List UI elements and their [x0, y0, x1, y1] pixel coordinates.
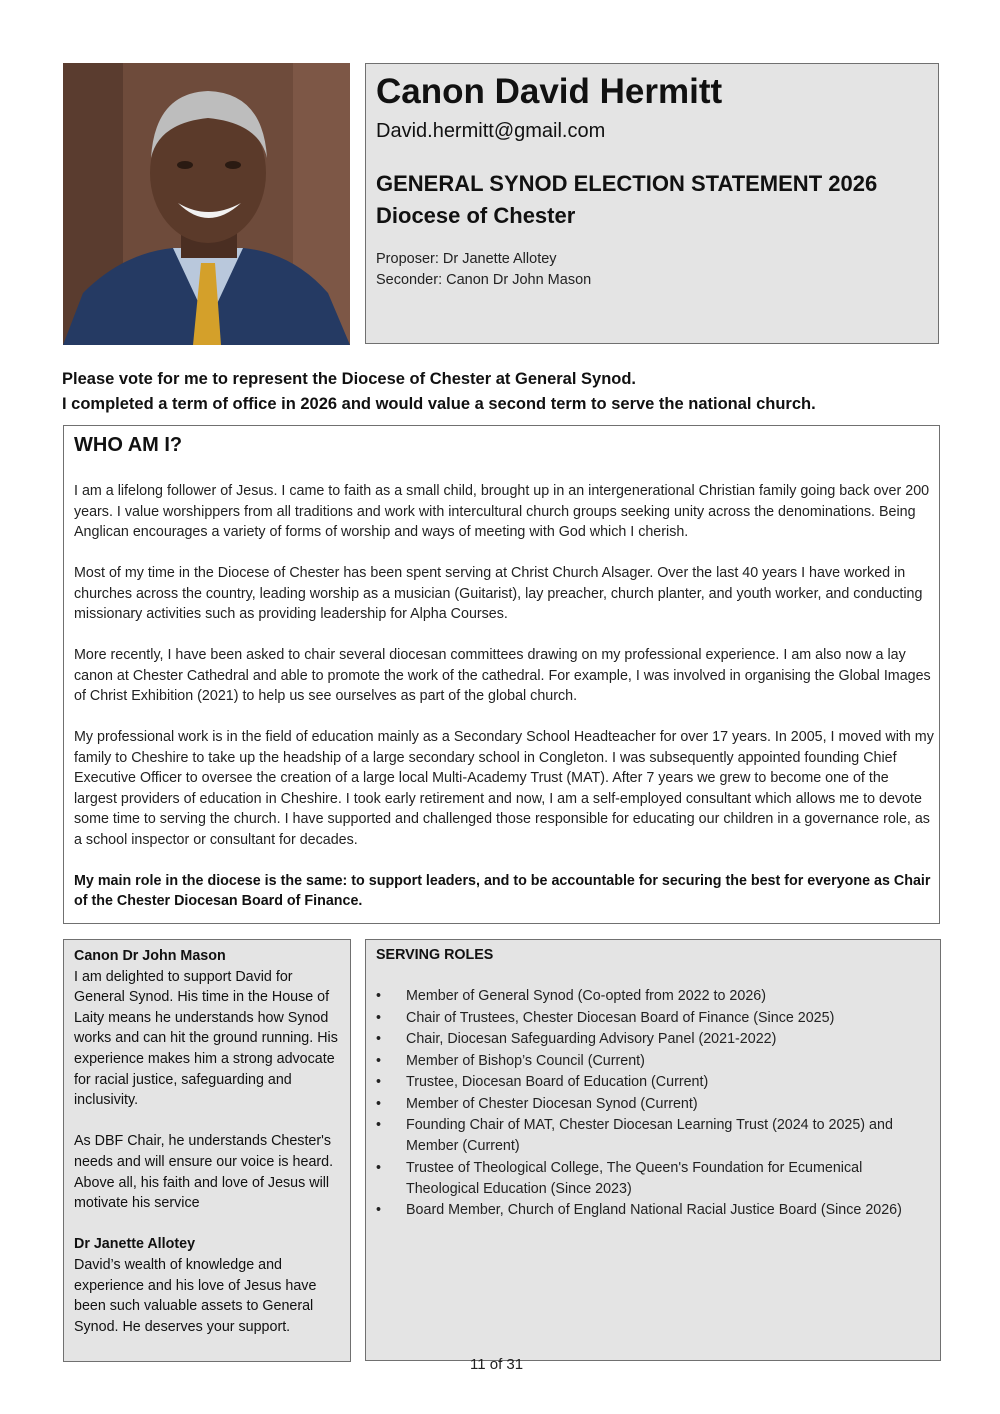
- list-item: [376, 1008, 931, 1029]
- bullet-icon: •: [376, 1159, 382, 1176]
- serving-roles-box: [365, 939, 941, 1361]
- who-paragraph: I am a lifelong follower of Jesus. I came to faith as a small child, brought up in an intergenerational Christian family going back over 200 years. I value worshippers from all traditions and work with intercultural church groups seeking unity across the denominations. Being Anglican encourages a variety of forms of worship and ways of meeting with God which I cherish.: [74, 483, 930, 540]
- who-am-i-body: [74, 481, 934, 912]
- role-text: Trustee of Theological College, The Queen's Foundation for Ecumenical Theological Education (Since 2023): [406, 1159, 863, 1197]
- statement-title-line1: GENERAL SYNOD ELECTION STATEMENT 2026: [376, 171, 878, 196]
- list-item: [376, 986, 931, 1007]
- list-item: [376, 1200, 931, 1221]
- nominators: [376, 249, 591, 291]
- endorser-name: Canon Dr John Mason: [74, 948, 226, 964]
- intro-line2: I completed a term of office in 2026 and would value a second term to serve the national church.: [62, 395, 816, 413]
- role-text: Board Member, Church of England National Racial Justice Board (Since 2026): [406, 1202, 902, 1218]
- page-number: 11 of 31: [470, 1356, 524, 1373]
- list-item: [376, 1094, 931, 1115]
- list-item: [376, 1029, 931, 1050]
- serving-roles-heading: SERVING ROLES: [376, 947, 494, 963]
- who-paragraph: More recently, I have been asked to chair several diocesan committees drawing on my professional experience. I am also now a lay canon at Chester Cathedral and able to promote the work of the cathedral. For example, I was involved in organising the Global Images of Christ Exhibition (2021) to help us see ourselves as part of the global church.: [74, 647, 931, 704]
- serving-roles-list: [376, 986, 931, 1222]
- list-item: [376, 1072, 931, 1093]
- candidate-name: Canon David Hermitt: [376, 72, 723, 111]
- bullet-icon: •: [376, 988, 382, 1004]
- role-text: Trustee, Diocesan Board of Education (Current): [406, 1074, 709, 1090]
- list-item: [376, 1158, 931, 1200]
- proposer-text: Proposer: Dr Janette Allotey: [376, 251, 557, 267]
- endorsements-content: [74, 946, 344, 1358]
- bullet-icon: •: [376, 1052, 382, 1069]
- role-text: Chair, Diocesan Safeguarding Advisory Panel (2021-2022): [406, 1031, 777, 1047]
- statement-title: [376, 168, 877, 232]
- endorsement-text: David’s wealth of knowledge and experience and his love of Jesus have been such valuable assets to General Synod. He deserves your support.: [74, 1256, 317, 1335]
- who-am-i-section: [63, 425, 940, 924]
- candidate-email: David.hermitt@gmail.com: [376, 120, 606, 142]
- bullet-icon: •: [376, 1009, 382, 1026]
- endorsements-box: [63, 939, 351, 1362]
- who-paragraph: Most of my time in the Diocese of Chester has been spent serving at Christ Church Alsager. Over the last 40 years I have worked in churches across the country, leading worship as a musician (Guitarist), lay preacher, church planter, and youth worker, and conducting missionary activities such as providing leadership for Alpha Courses.: [74, 565, 923, 622]
- role-text: Member of Bishop’s Council (Current): [406, 1052, 645, 1069]
- role-text: Founding Chair of MAT, Chester Diocesan Learning Trust (2024 to 2025) and Member (Current): [406, 1117, 893, 1154]
- role-text: Member of General Synod (Co-opted from 2022 to 2026): [406, 988, 766, 1004]
- intro-appeal: [62, 367, 952, 417]
- list-item: [376, 1051, 931, 1072]
- role-text: Member of Chester Diocesan Synod (Current): [406, 1095, 698, 1112]
- bullet-icon: •: [376, 1202, 382, 1218]
- endorsement-text: I am delighted to support David for General Synod. His time in the House of Laity means he understands how Synod works and can hit the ground running. His experience makes him a strong advocate for racial justice, safeguarding and inclusivity.: [74, 968, 338, 1109]
- bullet-icon: •: [376, 1074, 382, 1090]
- seconder-text: Seconder: Canon Dr John Mason: [376, 272, 592, 288]
- bullet-icon: •: [376, 1031, 382, 1047]
- role-text: Chair of Trustees, Chester Diocesan Board of Finance (Since 2025): [406, 1009, 835, 1026]
- list-item: [376, 1115, 931, 1157]
- bullet-icon: •: [376, 1095, 382, 1112]
- endorser-name: Dr Janette Allotey: [74, 1236, 196, 1253]
- candidate-photo: [63, 63, 350, 345]
- endorsement-text: As DBF Chair, he understands Chester's needs and will ensure our voice is heard. Above all, his faith and love of Jesus will motivate his service: [74, 1133, 334, 1212]
- who-paragraph: My professional work is in the field of education mainly as a Secondary School Headteacher for over 17 years. In 2005, I moved with my family to Cheshire to take up the headship of a large secondary school in Congleton. I was subsequently appointed founding Chief Executive Officer to oversee the creation of a large local Multi-Academy Trust (MAT). After 7 years we grew to become one of the largest providers of education in Cheshire. I took early retirement and now, I am a self-employed consultant which allows me to devote some time to serving the church. I have supported and challenged those responsible for educating our children in a governance role, as a school inspector or consultant for decades.: [74, 729, 934, 848]
- who-am-i-heading: WHO AM I?: [74, 434, 183, 456]
- intro-line1: Please vote for me to represent the Diocese of Chester at General Synod.: [62, 370, 637, 388]
- statement-title-line2: Diocese of Chester: [376, 203, 576, 228]
- bullet-icon: •: [376, 1117, 382, 1133]
- header-box: [365, 63, 939, 344]
- who-closing-statement: My main role in the diocese is the same: to support leaders, and to be accountable for securing the best for everyone as Chair of the Chester Diocesan Board of Finance.: [74, 872, 931, 909]
